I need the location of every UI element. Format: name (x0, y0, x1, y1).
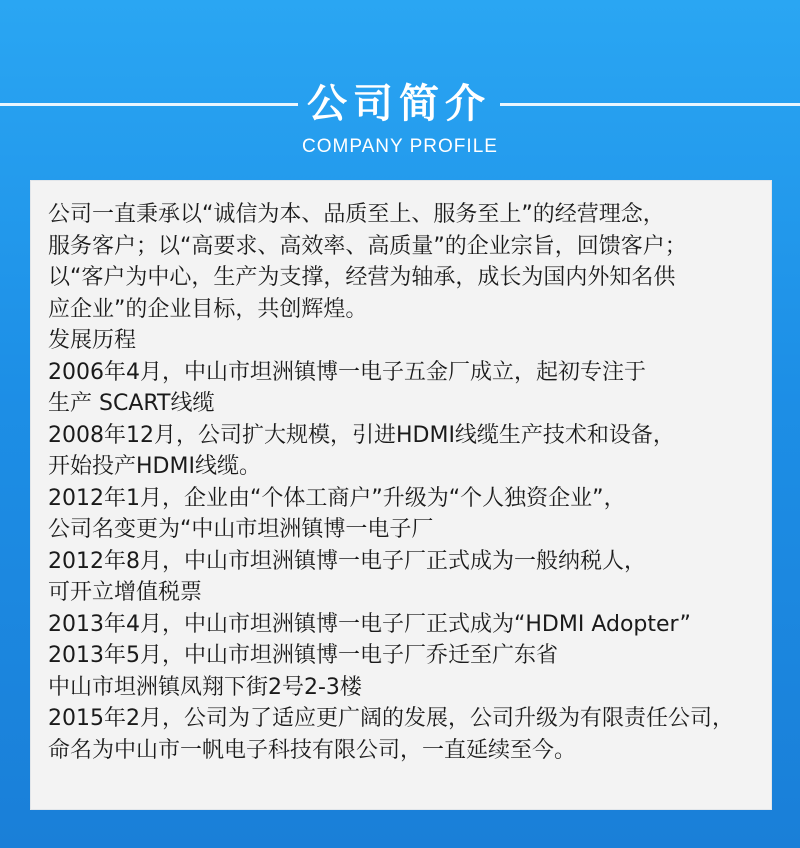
history-line: 中山市坦洲镇凤翔下街2号2-3楼 (48, 674, 362, 700)
history-line: 2013年4月，中山市坦洲镇博一电子厂正式成为“HDMI Adopter” (48, 611, 691, 637)
profile-line: 应企业”的企业目标，共创辉煌。 (48, 296, 368, 322)
title-rule-right (500, 103, 800, 106)
history-line: 2012年1月，企业由“个体工商户”升级为“个人独资企业”， (48, 485, 626, 511)
header-banner (0, 0, 800, 180)
profile-line: 服务客户；以“高要求、高效率、高质量”的企业宗旨，回馈客户； (48, 233, 687, 259)
title-rule-left (0, 103, 298, 106)
history-line: 2008年12月，公司扩大规模，引进HDMI线缆生产技术和设备， (48, 422, 675, 448)
history-heading: 发展历程 (48, 328, 137, 353)
history-line: 2012年8月，中山市坦洲镇博一电子厂正式成为一般纳税人， (48, 548, 646, 574)
profile-line: 公司一直秉承以“诚信为本、品质至上、服务至上”的经营理念， (48, 202, 665, 227)
page-subtitle: COMPANY PROFILE (302, 136, 498, 157)
profile-line: 以“客户为中心，生产为支撑，经营为轴承，成长为国内外知名供 (48, 265, 676, 290)
profile-text-panel (30, 180, 772, 810)
history-line: 生产 SCART线缆 (48, 391, 215, 416)
history-line: 公司名变更为“中山市坦洲镇博一电子厂 (48, 517, 434, 542)
history-line: 2006年4月，中山市坦洲镇博一电子五金厂成立，起初专注于 (48, 359, 646, 385)
page-title: 公司简介 (307, 81, 491, 127)
title-row (0, 74, 800, 134)
history-line: 开始投产HDMI线缆。 (48, 454, 261, 479)
history-line: 2015年2月，公司为了适应更广阔的发展，公司升级为有限责任公司， (48, 706, 734, 731)
history-line: 可开立增值税票 (48, 580, 203, 605)
history-line: 命名为中山市一帆电子科技有限公司，一直延续至今。 (48, 737, 577, 763)
history-line: 2013年5月，中山市坦洲镇博一电子厂乔迁至广东省 (48, 643, 558, 668)
